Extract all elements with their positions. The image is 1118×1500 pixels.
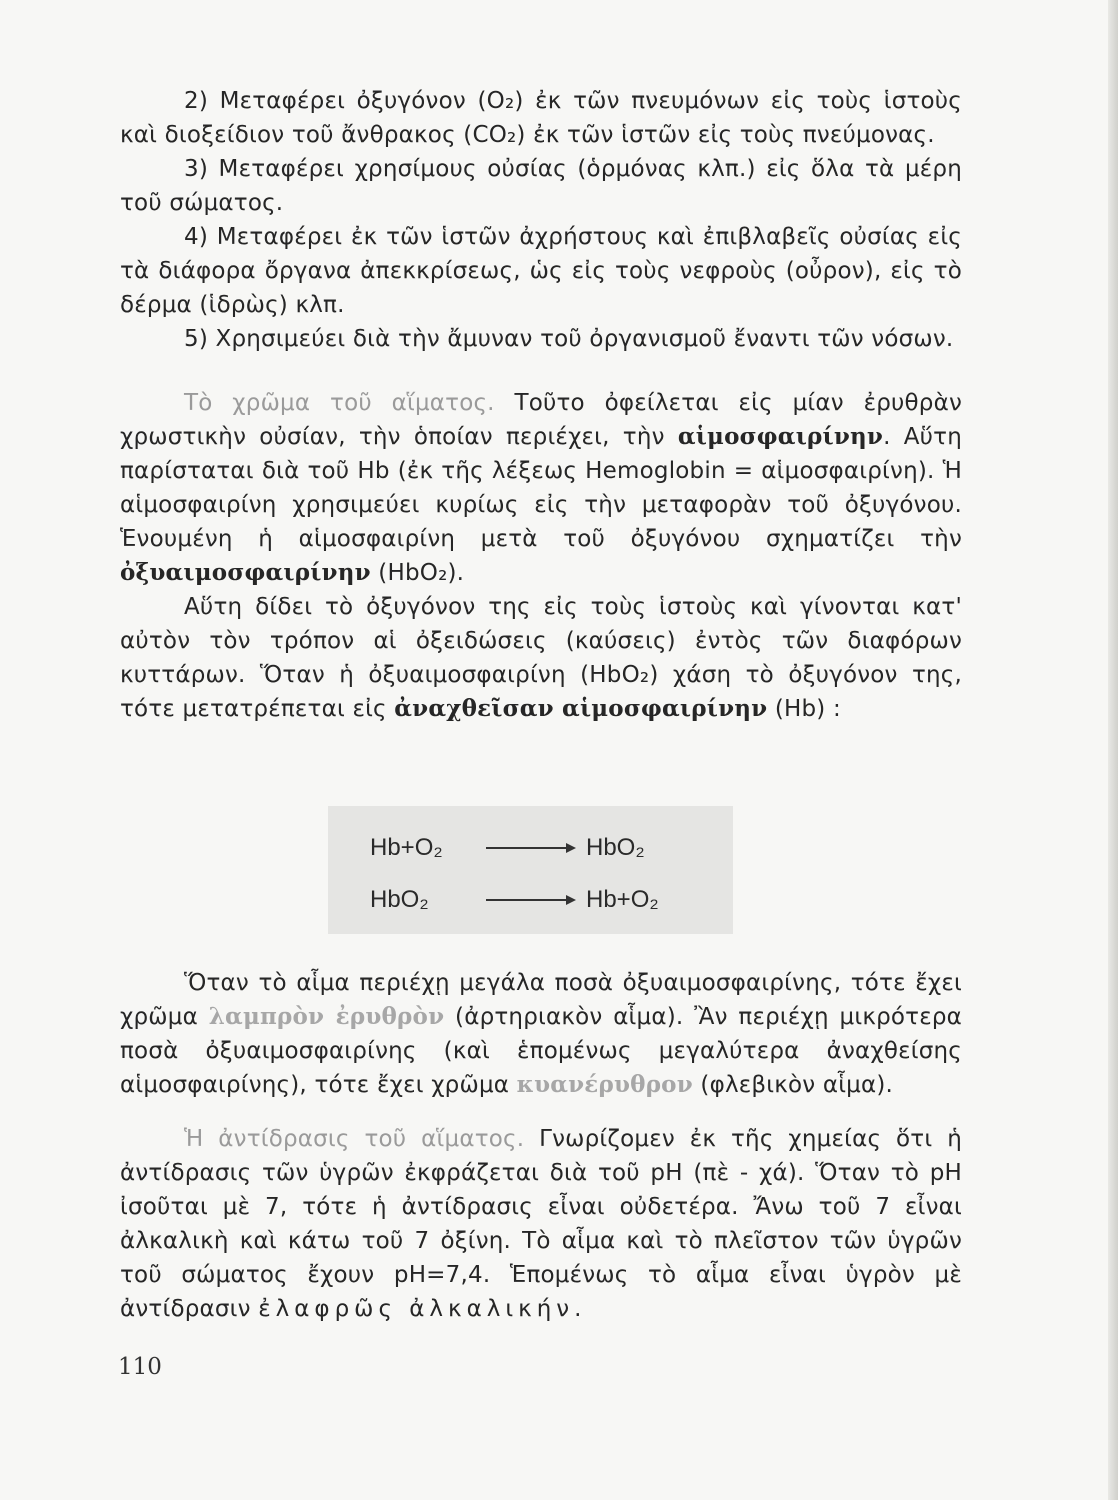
paragraph-blood-reaction xyxy=(120,1122,962,1326)
equation-deoxygenation xyxy=(328,882,733,918)
page-number: 110 xyxy=(118,1354,162,1380)
text-span: (HbO₂). xyxy=(370,560,465,586)
paragraph-useful-substances: 3) Μεταφέρει χρησίμους οὐσίας (ὁρμόνας κλπ.) εἰς ὅλα τὰ μέρη τοῦ σώματος. xyxy=(120,156,962,216)
text-span: (φλεβικὸν αἷμα). xyxy=(692,1072,894,1098)
equation-right: Hb+O₂ xyxy=(586,886,659,913)
text-span: . Αὕτη παρίσταται διὰ τοῦ Hb (ἐκ τῆς λέξεως Hemoglobin = αἱμοσφαιρίνη). Ἡ αἱμοσφαιρίνη χρησιμεύει κυρίως εἰς τὴν μεταφορὰν τοῦ ὀξυγόνου. Ἑνουμένη ἡ αἱμοσφαιρίνη μετὰ τοῦ ὀξυγόνου σχηματίζει τὴν xyxy=(120,424,963,552)
paragraph-defense: 5) Χρησιμεύει διὰ τὴν ἄμυναν τοῦ ὀργανισμοῦ ἔναντι τῶν νόσων. xyxy=(184,326,954,352)
body-text-lower xyxy=(120,966,962,1326)
equation-left: HbO₂ xyxy=(370,886,429,913)
term-haemoglobin: αἱμοσφαιρίνην xyxy=(677,423,884,450)
text-span: (ἀρτηριακὸν αἷμα). Ἂν περιέχῃ μικρότερα ποσὰ ὀξυαιμοσφαιρίνης (καὶ ἑπομένως μεγαλύτερα ἀναχθείσης αἱμοσφαιρίνης), τότε ἔχει χρῶμα xyxy=(120,1004,963,1098)
equation-oxygenation xyxy=(328,830,733,866)
text-span: Αὕτη δίδει τὸ ὀξυγόνον της εἰς τοὺς ἱστοὺς καὶ γίνονται κατ' αὐτὸν τὸν τρόπον αἱ ὀξειδώσεις (καύσεις) ἐντὸς τῶν διαφόρων κυττάρων. Ὅταν ἡ ὀξυαιμοσφαιρίνη (HbO₂) χάση τὸ ὀξυγόνον της, τότε μετατρέπεται εἰς xyxy=(120,594,962,722)
paragraph-oxygen-transport: 2) Μεταφέρει ὀξυγόνον (O₂) ἐκ τῶν πνευμόνων εἰς τοὺς ἱστοὺς καὶ διοξείδιον τοῦ ἄνθρακος (CO₂) ἐκ τῶν ἱστῶν εἰς τοὺς πνεύμονας. xyxy=(120,88,962,148)
text-span: (Hb) : xyxy=(767,696,841,722)
equation-right: HbO₂ xyxy=(586,834,645,861)
section-heading-blood-color: Τὸ χρῶμα τοῦ αἵματος. xyxy=(184,390,495,416)
text-span: Γνωρίζομεν ἐκ τῆς χημείας ὅτι ἡ ἀντίδρασις τῶν ὑγρῶν ἐκφράζεται διὰ τοῦ pH (πὲ - χά). Ὅταν τὸ pH ἰσοῦται μὲ 7, τότε ἡ ἀντίδρασις εἶναι οὐδετέρα. Ἄνω τοῦ 7 εἶναι ἀλκαλικὴ καὶ κάτω τοῦ 7 ὀξίνη. Τὸ αἷμα καὶ τὸ πλεῖστον τῶν ὑγρῶν τοῦ σώματος ἔχουν pH=7,4. Ἑπομένως τὸ αἷμα εἶναι ὑγρὸν μὲ ἀντίδρασιν xyxy=(120,1126,962,1322)
paragraph-oxidation xyxy=(120,590,962,726)
term-cyan-red: κυανέρυθρον xyxy=(516,1071,693,1098)
text-span: . xyxy=(574,1296,582,1322)
right-arrow-icon xyxy=(486,899,574,901)
section-heading-blood-reaction: Ἡ ἀντίδρασις τοῦ αἵματος. xyxy=(184,1126,525,1152)
body-text xyxy=(120,84,962,726)
paragraph-harmful-substances: 4) Μεταφέρει ἐκ τῶν ἱστῶν ἀχρήστους καὶ ἐπιβλαβεῖς οὐσίας εἰς τὰ διάφορα ὄργανα ἀπεκκρίσεως, ὡς εἰς τοὺς νεφροὺς (οὖρον), εἰς τὸ δέρμα (ἱδρὼς) κλπ. xyxy=(120,224,962,318)
text-span: Τοῦτο ὀφείλεται εἰς μίαν ἐρυθρὰν χρωστικὴν οὐσίαν, τὴν ὁποίαν περιέχει, τὴν xyxy=(120,390,962,450)
term-reduced-haemoglobin: ἀναχθεῖσαν αἱμοσφαιρίνην xyxy=(394,695,768,722)
equation-left: Hb+O₂ xyxy=(370,834,443,861)
paragraph-blood-color xyxy=(120,386,962,590)
spaced-emphasis: ἐλαφρῶς ἀλκαλικήν xyxy=(258,1296,575,1322)
page-edge xyxy=(1108,0,1118,1500)
term-oxyhaemoglobin: ὀξυαιμοσφαιρίνην xyxy=(120,559,371,586)
paragraph-arterial-venous xyxy=(120,966,962,1102)
term-bright-red: λαμπρὸν ἐρυθρὸν xyxy=(208,1003,445,1030)
right-arrow-icon xyxy=(486,847,574,849)
equation-box xyxy=(328,806,733,934)
text-span: Ὅταν τὸ αἷμα περιέχῃ μεγάλα ποσὰ ὀξυαιμοσφαιρίνης, τότε ἔχει χρῶμα xyxy=(120,970,962,1030)
